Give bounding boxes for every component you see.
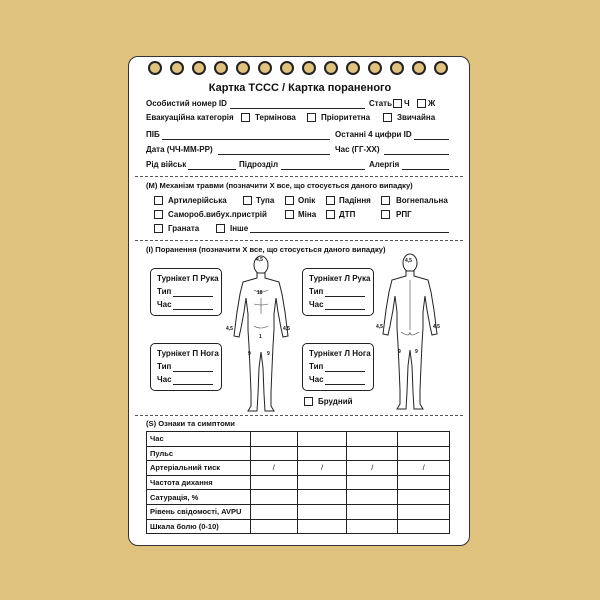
card-title: Картка ТССС / Картка пораненого <box>208 82 392 94</box>
section-divider <box>135 240 463 241</box>
evac-priority-label: Пріоритетна <box>321 113 371 122</box>
mechanism-artillery-label: Артилерійська <box>168 196 227 205</box>
vitals-bp-cell[interactable]: / <box>347 461 398 476</box>
tourniquet-time-label: Час <box>309 375 324 384</box>
vitals-cell[interactable] <box>347 475 398 490</box>
sex-female-label: Ж <box>428 99 436 108</box>
vitals-cell[interactable] <box>347 446 398 461</box>
back-zone-left-arm: 4,5 <box>433 324 440 330</box>
vitals-bp-cell[interactable]: / <box>297 461 347 476</box>
branch-field[interactable] <box>188 169 236 170</box>
front-zone-left-leg: 9 <box>267 351 270 357</box>
branch-label: Рід військ <box>146 160 187 169</box>
evac-urgent-label: Термінова <box>255 113 296 122</box>
name-label: ПІБ <box>146 130 160 139</box>
tourniquet-right-leg-label: Турнікет П Нога <box>157 349 219 358</box>
mechanism-ied-checkbox[interactable] <box>154 210 163 219</box>
tourniquet-time-field[interactable] <box>173 384 213 385</box>
vitals-row-time <box>147 432 450 447</box>
vitals-row-resp <box>147 475 450 490</box>
name-field[interactable] <box>162 139 330 140</box>
time-label: Час (ГГ-ХХ) <box>335 145 380 154</box>
mechanism-fall-checkbox[interactable] <box>326 196 335 205</box>
evac-priority-checkbox[interactable] <box>307 113 316 122</box>
binding-ring <box>412 61 426 75</box>
tourniquet-time-label: Час <box>157 375 172 384</box>
time-field[interactable] <box>384 154 449 155</box>
mechanism-fall-label: Падіння <box>339 196 371 205</box>
tourniquet-left-arm-box[interactable] <box>302 268 374 316</box>
binding-ring <box>302 61 316 75</box>
sex-label: Стать <box>369 99 392 108</box>
back-zone-right-leg: 9 <box>398 349 401 355</box>
vitals-cell[interactable] <box>347 504 398 519</box>
signs-heading: (S) Ознаки та симптоми <box>146 419 235 428</box>
vitals-row-pulse <box>147 446 450 461</box>
unit-field[interactable] <box>281 169 365 170</box>
tourniquet-time-field[interactable] <box>325 309 365 310</box>
tourniquet-time-field[interactable] <box>325 384 365 385</box>
tourniquet-left-leg-label: Турнікет Л Нога <box>309 349 371 358</box>
vitals-cell[interactable] <box>250 432 297 447</box>
sex-male-label: Ч <box>404 99 410 108</box>
evac-routine-checkbox[interactable] <box>383 113 392 122</box>
body-back-diagram[interactable] <box>375 252 445 414</box>
mechanism-gunshot-checkbox[interactable] <box>381 196 390 205</box>
vitals-row-pain <box>147 519 450 534</box>
unit-label: Підрозділ <box>239 160 279 169</box>
vitals-cell[interactable] <box>250 519 297 534</box>
vitals-cell[interactable] <box>297 475 347 490</box>
id-field[interactable] <box>230 108 365 109</box>
vitals-cell[interactable] <box>297 504 347 519</box>
binding-ring <box>324 61 338 75</box>
vitals-table <box>146 431 450 534</box>
vitals-cell[interactable] <box>347 490 398 505</box>
tourniquet-right-arm-box[interactable] <box>150 268 222 316</box>
mechanism-mva-label: ДТП <box>339 210 356 219</box>
binding-ring <box>236 61 250 75</box>
mechanism-gunshot-label: Вогнепальна <box>396 196 448 205</box>
dirty-checkbox[interactable] <box>304 397 313 406</box>
allergy-field[interactable] <box>402 169 449 170</box>
mechanism-heading: (М) Механізм травми (позначити Х все, що стосується даного випадку) <box>146 181 413 190</box>
vitals-row-label: Артеріальний тиск <box>147 461 251 476</box>
vitals-cell[interactable] <box>297 432 347 447</box>
vitals-cell[interactable] <box>250 446 297 461</box>
vitals-cell[interactable] <box>250 504 297 519</box>
back-zone-right-arm: 4,5 <box>376 324 383 330</box>
back-zone-head: 4,5 <box>405 258 412 264</box>
evac-routine-label: Звичайна <box>397 113 436 122</box>
tourniquet-type-label: Тип <box>309 287 324 296</box>
binding-ring <box>192 61 206 75</box>
vitals-cell[interactable] <box>398 490 450 505</box>
front-zone-right-leg: 9 <box>248 351 251 357</box>
mechanism-mva-checkbox[interactable] <box>326 210 335 219</box>
tourniquet-type-field[interactable] <box>325 371 365 372</box>
mechanism-rpg-checkbox[interactable] <box>381 210 390 219</box>
vitals-bp-cell[interactable]: / <box>250 461 297 476</box>
binding-ring <box>170 61 184 75</box>
vitals-cell[interactable] <box>250 490 297 505</box>
tourniquet-type-label: Тип <box>157 362 172 371</box>
tourniquet-left-leg-box[interactable] <box>302 343 374 391</box>
evac-label: Евакуаційна категорія <box>146 113 234 122</box>
last4-field[interactable] <box>414 139 449 140</box>
tourniquet-time-field[interactable] <box>173 309 213 310</box>
mechanism-artillery-checkbox[interactable] <box>154 196 163 205</box>
front-zone-torso: 18 <box>257 290 263 296</box>
tourniquet-type-field[interactable] <box>173 296 213 297</box>
vitals-row-label: Час <box>147 432 251 447</box>
sex-female-checkbox[interactable] <box>417 99 426 108</box>
binding-ring <box>368 61 382 75</box>
vitals-row-spo2 <box>147 490 450 505</box>
vitals-cell[interactable] <box>398 519 450 534</box>
tourniquet-left-arm-label: Турнікет Л Рука <box>309 274 371 283</box>
tourniquet-right-arm-label: Турнікет П Рука <box>157 274 219 283</box>
binding-ring <box>346 61 360 75</box>
vitals-cell[interactable] <box>297 490 347 505</box>
tourniquet-type-label: Тип <box>157 287 172 296</box>
mechanism-other-field[interactable] <box>250 232 449 233</box>
id-label: Особистий номер ID <box>146 99 227 108</box>
injuries-heading: (І) Поранення (позначити Х все, що стосується даного випадку) <box>146 245 386 254</box>
tourniquet-time-label: Час <box>157 300 172 309</box>
vitals-cell[interactable] <box>398 504 450 519</box>
vitals-row-label: Рівень свідомості, AVPU <box>147 504 251 519</box>
sex-male-checkbox[interactable] <box>393 99 402 108</box>
evac-urgent-checkbox[interactable] <box>241 113 250 122</box>
binding-ring <box>214 61 228 75</box>
binding-ring <box>258 61 272 75</box>
mechanism-blunt-label: Тупа <box>256 196 275 205</box>
mechanism-burn-checkbox[interactable] <box>285 196 294 205</box>
section-divider <box>135 415 463 416</box>
spiral-binding <box>146 61 456 77</box>
binding-ring <box>434 61 448 75</box>
mechanism-blunt-checkbox[interactable] <box>243 196 252 205</box>
dirty-label: Брудний <box>318 397 353 406</box>
back-zone-left-leg: 9 <box>415 349 418 355</box>
tourniquet-type-label: Тип <box>309 362 324 371</box>
vitals-bp-cell[interactable]: / <box>398 461 450 476</box>
front-zone-head: 4,5 <box>256 257 263 263</box>
mechanism-other-checkbox[interactable] <box>216 224 225 233</box>
vitals-cell[interactable] <box>398 446 450 461</box>
mechanism-ied-label: Самороб.вибух.пристрій <box>168 210 267 219</box>
mechanism-other-label: Інше <box>230 224 249 233</box>
mechanism-rpg-label: РПГ <box>396 210 412 219</box>
binding-ring <box>390 61 404 75</box>
section-divider <box>135 176 463 177</box>
vitals-cell[interactable] <box>398 475 450 490</box>
tourniquet-right-leg-box[interactable] <box>150 343 222 391</box>
vitals-cell[interactable] <box>297 519 347 534</box>
binding-ring <box>280 61 294 75</box>
mechanism-mine-label: Міна <box>298 210 317 219</box>
vitals-row-label: Частота дихання <box>147 475 251 490</box>
last4-label: Останні 4 цифри ID <box>335 130 412 139</box>
mechanism-burn-label: Опік <box>298 196 316 205</box>
binding-ring <box>148 61 162 75</box>
tourniquet-time-label: Час <box>309 300 324 309</box>
front-zone-left-arm: 4,5 <box>283 326 290 332</box>
mechanism-grenade-label: Граната <box>168 224 200 233</box>
vitals-row-label: Сатурація, % <box>147 490 251 505</box>
tourniquet-type-field[interactable] <box>173 371 213 372</box>
date-field[interactable] <box>218 154 330 155</box>
vitals-cell[interactable] <box>297 446 347 461</box>
vitals-row-label: Шкала болю (0-10) <box>147 519 251 534</box>
vitals-row-label: Пульс <box>147 446 251 461</box>
front-zone-groin: 1 <box>259 334 262 340</box>
allergy-label: Алергія <box>369 160 400 169</box>
vitals-cell[interactable] <box>398 432 450 447</box>
mechanism-grenade-checkbox[interactable] <box>154 224 163 233</box>
front-zone-right-arm: 4,5 <box>226 326 233 332</box>
vitals-row-avpu <box>147 504 450 519</box>
date-label: Дата (ЧЧ-ММ-РР) <box>146 145 213 154</box>
vitals-cell[interactable] <box>250 475 297 490</box>
vitals-cell[interactable] <box>347 519 398 534</box>
vitals-row-bp <box>147 461 450 476</box>
tourniquet-type-field[interactable] <box>325 296 365 297</box>
mechanism-mine-checkbox[interactable] <box>285 210 294 219</box>
vitals-cell[interactable] <box>347 432 398 447</box>
